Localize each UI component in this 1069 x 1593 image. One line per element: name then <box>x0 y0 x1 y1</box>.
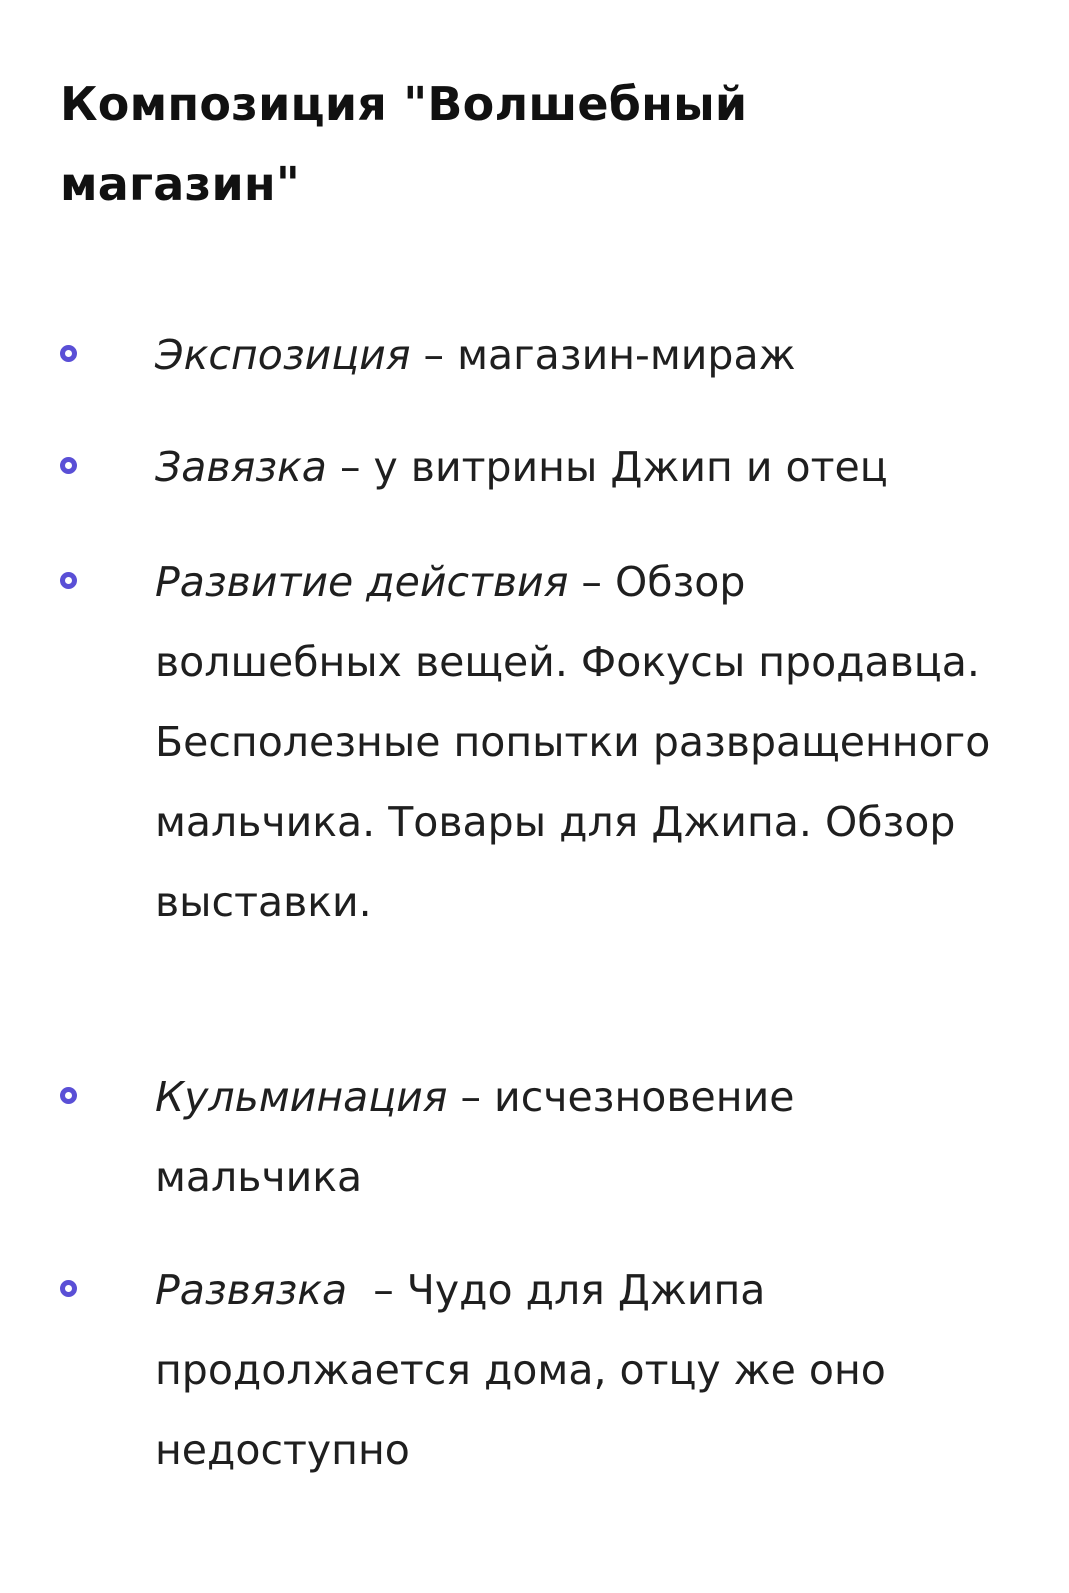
list-item-separator: – <box>568 558 615 606</box>
list-item-term: Развитие действия <box>155 558 569 606</box>
list-item-description: Чудо для Джипа продолжается дома, отцу же оно недоступно <box>155 1266 886 1474</box>
list-item-text <box>155 1057 915 1217</box>
list-item-text <box>155 427 1015 507</box>
list-item-description: исчезновение мальчика <box>155 1073 795 1201</box>
list-item-description: Обзор волшебных вещей. Фокусы продавца. Бесполезные попытки развращенного мальчика. Товары для Джипа. Обзор выставки. <box>155 558 991 926</box>
list-item-description: у витрины Джип и отец <box>373 443 888 491</box>
list-item-term: Экспозиция <box>155 331 411 379</box>
list-item-text <box>155 315 1015 395</box>
list-item-separator: – <box>347 1266 407 1314</box>
list-item-text <box>155 542 995 942</box>
list-item-separator: – <box>326 443 374 491</box>
list-item-text <box>155 1250 995 1490</box>
page-title: Композиция "Волшебный магазин" <box>60 77 748 211</box>
list-item-separator: – <box>447 1073 495 1121</box>
ring-bullet-icon <box>60 345 77 362</box>
list-item-separator: – <box>410 331 458 379</box>
ring-bullet-icon <box>60 457 77 474</box>
ring-bullet-icon <box>60 572 77 589</box>
ring-bullet-icon <box>60 1280 77 1297</box>
list-item-description: магазин-мираж <box>457 331 796 379</box>
list-item-term: Развязка <box>155 1266 348 1314</box>
list-item-term: Завязка <box>155 443 327 491</box>
ring-bullet-icon <box>60 1087 77 1104</box>
list-item-term: Кульминация <box>155 1073 448 1121</box>
